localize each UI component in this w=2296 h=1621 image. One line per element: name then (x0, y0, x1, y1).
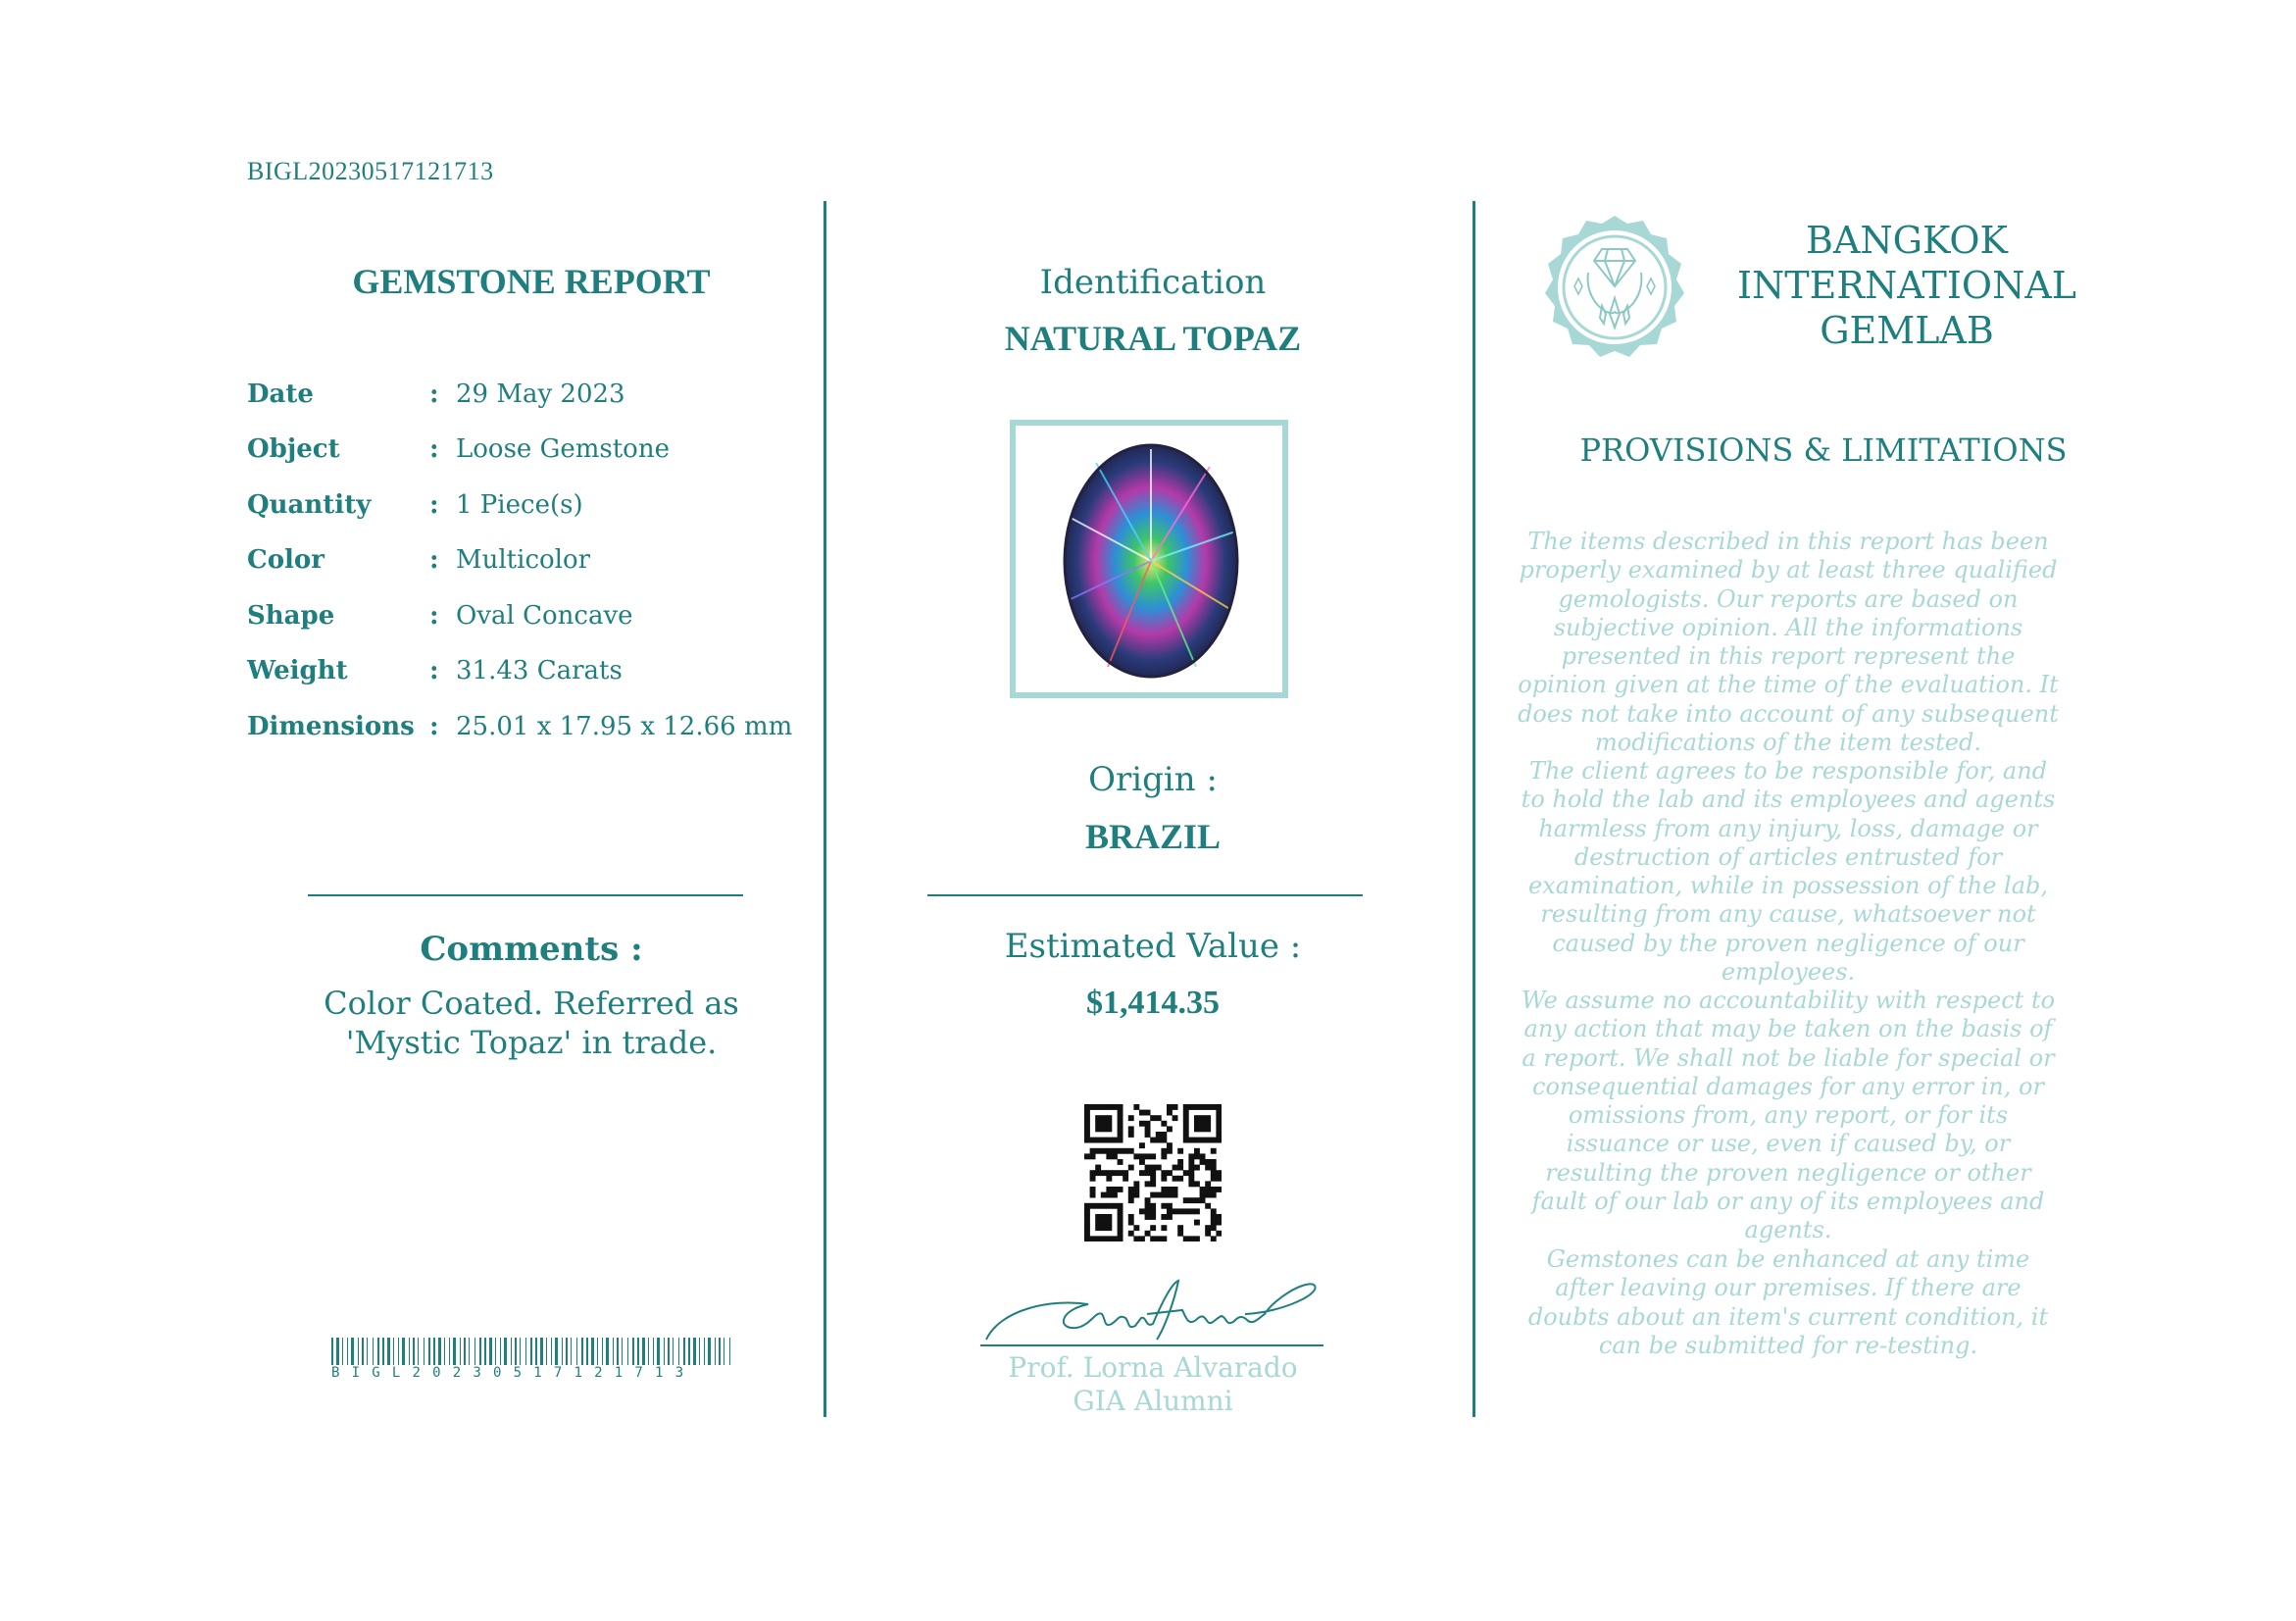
property-value: 29 May 2023 (456, 380, 625, 409)
property-value: Multicolor (456, 545, 591, 575)
property-value: 25.01 x 17.95 x 12.66 mm (456, 712, 793, 741)
origin-value: BRAZIL (1084, 817, 1222, 856)
comments-text: Color Coated. Referred as 'Mystic Topaz' in trade. (324, 985, 739, 1061)
value-divider (927, 894, 1363, 896)
barcode-icon (331, 1338, 735, 1365)
property-label: Date (247, 380, 314, 409)
property-label: Shape (247, 601, 335, 631)
estimated-value: $1,414.35 (1086, 985, 1220, 1021)
origin-label: Origin : (1088, 760, 1218, 799)
comments-divider (308, 894, 743, 896)
property-label: Color (247, 545, 324, 575)
property-value: 31.43 Carats (456, 656, 623, 685)
property-value: 1 Piece(s) (456, 490, 583, 520)
signature-text (980, 1271, 981, 1272)
report-title: GEMSTONE REPORT (352, 262, 711, 301)
identification-label: Identification (1039, 263, 1267, 302)
gem-seal-icon (1531, 204, 1698, 371)
qr-code-icon (1084, 1104, 1222, 1241)
property-label: Weight (247, 656, 348, 685)
property-colon: : (429, 380, 439, 409)
identification-value: NATURAL TOPAZ (1004, 319, 1302, 358)
property-colon: : (429, 490, 439, 520)
lab-name-line-3: GEMLAB (1820, 309, 1994, 352)
lab-name-line-2: INTERNATIONAL (1736, 264, 2076, 307)
property-colon: : (429, 434, 439, 464)
provisions-paragraph: Gemstones can be enhanced at any time after leaving our premises. If there are doubts about an item's current condition, it can be submitted for re-testing. (1527, 1245, 2049, 1359)
signatory-title: GIA Alumni (1073, 1385, 1233, 1417)
provisions-paragraph: We assume no accountability with respect to any action that may be taken on the basis of a report. We shall not be liable for special or consequential damages for any error in, or omissions from, any report, or for its issuance or use, even if caused by, or resulting the proven negligence or other fault of our lab or any of its employees and agents. (1521, 987, 2056, 1244)
property-label: Dimensions (247, 712, 415, 741)
property-colon: : (429, 656, 439, 685)
signatory-name: Prof. Lorna Alvarado (1008, 1351, 1298, 1384)
column-divider-right (1472, 201, 1475, 1417)
column-divider-left (824, 201, 826, 1417)
gem-photo-frame (1010, 420, 1288, 698)
provisions-title: PROVISIONS & LIMITATIONS (1579, 431, 2068, 469)
comments-title: Comments : (420, 930, 643, 969)
gem-photo (1063, 443, 1239, 679)
provisions-paragraph: The items described in this report has been properly examined by at least three qualified gemologists. Our reports are based on subjective opinion. All the informations presented in this report represent the opinion given at the time of the evaluation. It does not take into account of any subsequent modifications of the item tested. (1518, 528, 2059, 757)
signature (980, 1271, 1333, 1349)
property-value: Loose Gemstone (456, 434, 670, 464)
report-number: BIGL20230517121713 (247, 157, 494, 185)
property-label: Object (247, 434, 340, 464)
property-colon: : (429, 545, 439, 575)
barcode-text: BIGL20230517121713 (331, 1365, 696, 1381)
property-colon: : (429, 712, 439, 741)
property-colon: : (429, 601, 439, 631)
property-value: Oval Concave (456, 601, 633, 631)
provisions-paragraph: The client agrees to be responsible for, and to hold the lab and its employees and agents harmless from any injury, loss, damage or destruction of articles entrusted for examination, while in possession of the lab, resulting from any cause, whatsoever not caused by the proven negligence of our employees. (1521, 757, 2056, 987)
estimated-value-label: Estimated Value : (1004, 927, 1302, 966)
property-label: Quantity (247, 490, 372, 520)
lab-name (1725, 218, 2088, 353)
lab-name-line-1: BANGKOK (1806, 219, 2008, 262)
